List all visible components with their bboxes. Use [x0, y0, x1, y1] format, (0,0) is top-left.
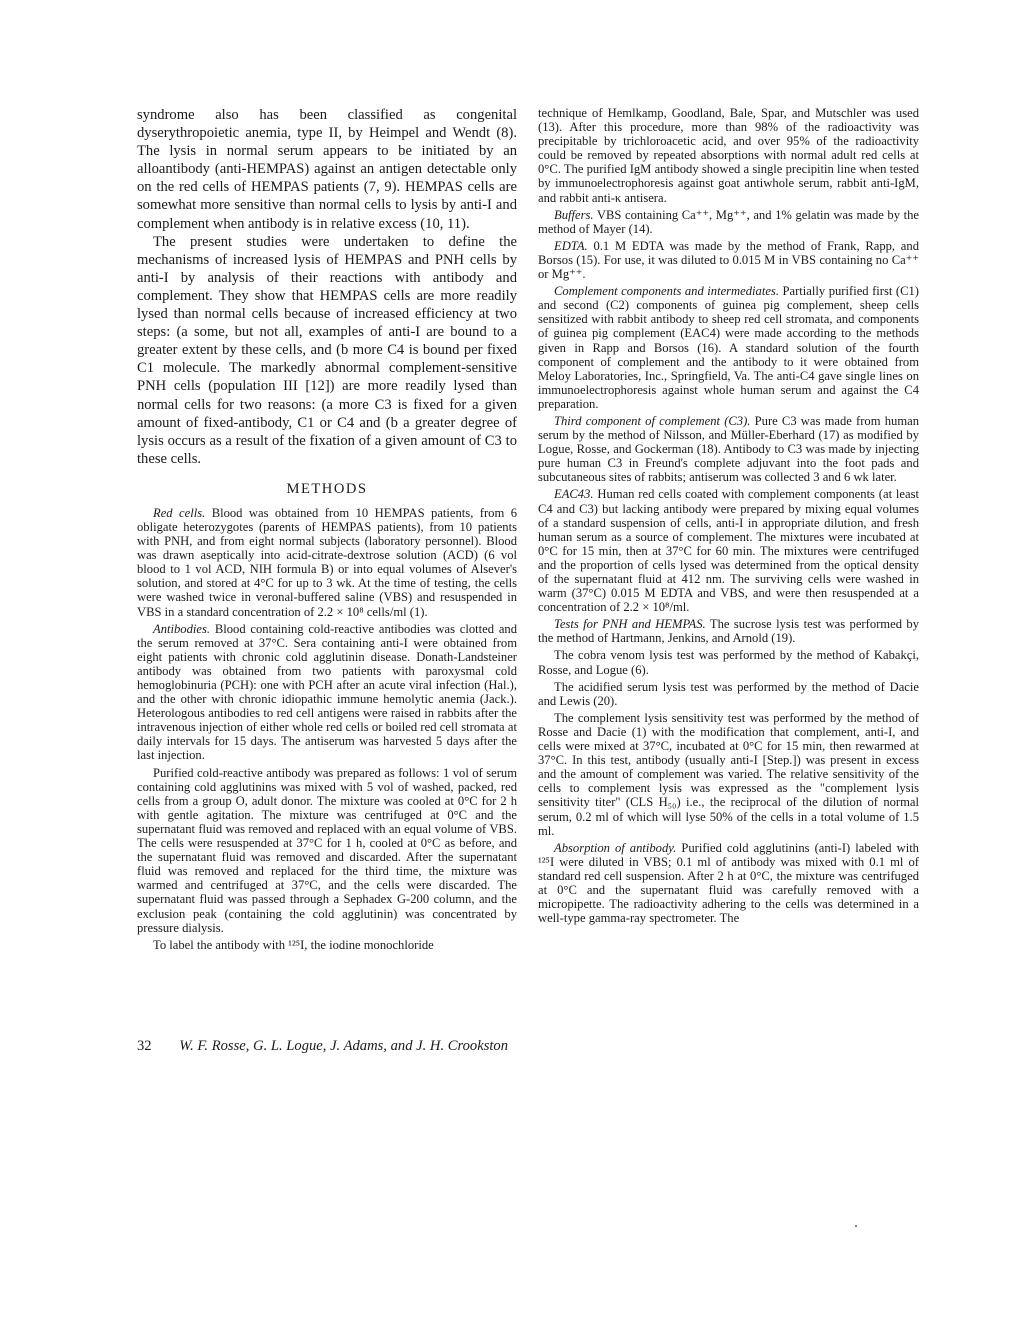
paragraph-acidified: The acidified serum lysis test was performed by the method of Dacie and Lewis (20). — [538, 679, 919, 708]
paragraph-c3: Third component of complement (C3). Pure C3 was made from human serum by the method of Nilsson, and Müller-Eberhard (17) as modified by Logue, Rosse, and Gockerman (18). Antibody to C3 was made by injecting pure human C3 in Freund's complete adjuvant into the foot pads and subcutaneous sites of rabbits; antiserum was collected 3 and 6 wk later. — [538, 413, 919, 485]
paragraph-buffers: Buffers. VBS containing Ca⁺⁺, Mg⁺⁺, and 1% gelatin was made by the method of Mayer (14). — [538, 207, 920, 236]
subheading: Antibodies. — [153, 621, 211, 636]
intro-paragraph: syndrome also has been classified as congenital dyserythropoietic anemia, type II, by Heimpel and Wendt (8). The lysis in normal serum appears to be initiated by an alloantibody (anti-HEMPAS) against an antigen detectable only on the red cells of HEMPAS patients (7, 9). HEMPAS cells are somewhat more sensitive than normal cells to lysis by anti-I and complement when antibody is in relative excess (10, 11). — [137, 107, 517, 232]
paragraph-complement: Complement components and intermediates. Partially purified first (C1) and second (C2) components of guinea pig complement, sheep cells sensitized with rabbit antibody to sheep red cell stromata, and components of guinea pig complement (EAC4) were made according to the methods given in Rapp and Borsos (16). A standard solution of the fourth component of complement and the antibody to it were obtained from Meloy Laboratories, Inc., Springfield, Va. The anti-C4 gave single lines on immunoelectrophoresis against whole human serum and against the C4 preparation. — [538, 284, 919, 411]
intro-paragraph: The present studies were undertaken to define the mechanisms of increased lysis of HEMPAS and PNH cells by anti-I by analysis of their reactions with antibody and complement. They show that HEMPAS cells are more readily lysed than normal cells because of increased efficiency at two steps: (a some, but not all, examples of anti-I are bound to a greater extent by these cells, and (b more C4 is bound per fixed C1 molecule. The markedly abnormal complement-sensitive PNH cells (population III [12]) are more readily lysed than normal cells for two reasons: (a more C3 is fixed for a given amount of fixed-antibody, C1 or C4 and (b a greater degree of lysis occurs as a result of the fixation of a given amount of C3 to these cells. — [137, 233, 517, 467]
paragraph-purified: Purified cold-reactive antibody was prepared as follows: 1 vol of serum containing cold agglutinins was mixed with 5 vol of washed, packed, red cells from a group O, adult donor. The mixture was cooled at 0°C for 2 h with gentle agitation. The mixture was centrifuged at 0°C and the supernatant fluid was removed and replaced with an equal volume of VBS. The cells were resuspended at 37°C for 1 h, cooled at 0°C as before, and the supernatant fluid was removed and discarded. After the supernatant fluid was removed and replaced for the third time, the mixture was warmed and centrifuged at 37°C, and the cells were discarded. The supernatant fluid was passed through a Sephadex G-200 column, and the exclusion peak (containing the cold agglutinin) was concentrated by pressure dialysis. — [137, 765, 517, 935]
subheading: EAC43. — [554, 487, 594, 502]
subheading: Red cells. — [153, 505, 206, 520]
subheading: Complement components and intermediates. — [554, 284, 779, 299]
subheading: Buffers. — [554, 207, 594, 222]
paragraph-edta: EDTA. 0.1 M EDTA was made by the method of Frank, Rapp, and Borsos (15). For use, it was diluted to 0.015 M in VBS containing no Ca⁺⁺ or Mg⁺⁺. — [538, 238, 919, 282]
paragraph-tests: Tests for PNH and HEMPAS. The sucrose lysis test was performed by the method of Hartmann, Jenkins, and Arnold (19). — [538, 617, 920, 646]
running-authors: W. F. Rosse, G. L. Logue, J. Adams, and J. H. Crookston — [179, 1038, 509, 1054]
subheading: Third component of complement (C3). — [554, 413, 751, 428]
subheading: Absorption of antibody. — [554, 840, 677, 855]
page-number: 32 — [137, 1038, 152, 1054]
paragraph-red-cells: Red cells. Blood was obtained from 10 HEMPAS patients, from 6 obligate heterozygotes (parents of HEMPAS patients), from 10 patients with PNH, and from eight normal subjects (laboratory personnel). Blood was drawn aseptically into acid-citrate-dextrose solution (ACD) (6 vol blood to 1 vol ACD, NIH formula B) or into equal volumes of Alsever's solution, and stored at 4°C for up to 3 wk. At the time of testing, the cells were washed twice in veronal-buffered saline (VBS) and resuspended in VBS in a standard concentration of 2.2 × 10⁸ cells/ml (1). — [137, 505, 517, 619]
methods-left — [137, 506, 517, 952]
methods-heading: METHODS — [286, 480, 368, 497]
paragraph-absorption: Absorption of antibody. Purified cold agglutinins (anti-I) labeled with ¹²⁵I were diluted in VBS; 0.1 ml of antibody was mixed with 0.1 ml of standard red cell suspension. After 2 h at 0°C, the mixture was centrifuged at 0°C and the supernatant fluid was carefully removed with a micropipette. The radioactivity adhering to the cells was determined in a well-type gamma-ray spectrometer. The — [538, 840, 919, 926]
paragraph-label: To label the antibody with ¹²⁵I, the iodine monochloride — [153, 937, 434, 952]
page-footer — [137, 1038, 508, 1055]
left-column — [137, 106, 517, 955]
paragraph-technique: technique of Hemlkamp, Goodland, Bale, Spar, and Mutschler was used (13). After this procedure, more than 98% of the radioactivity was precipitable by trichloroacetic acid, and over 95% of the radioactivity could be removed by repeated absorptions with normal adult red cells at 0°C. The purified IgM antibody showed a single precipitin line when tested by immunoelectrophoresis against goat antiwhole serum, rabbit anti-IgM, and rabbit anti-κ antisera. — [538, 106, 919, 205]
subheading: Tests for PNH and HEMPAS. — [554, 617, 706, 632]
intro-section — [137, 106, 517, 468]
paragraph-antibodies: Antibodies. Blood containing cold-reactive antibodies was clotted and the serum removed at 37°C. Sera containing anti-I were obtained from eight patients with chronic cold agglutinin disease. Donath-Landsteiner antibody was obtained from two patients with paroxysmal cold hemoglobinuria (PCH): one with PCH after an acute viral infection (Hal.), and the other with chronic idiopathic immune hemolytic anemia (Jack.). Heterologous antibodies to red cell antigens were raised in rabbits after the intravenous injection of either whole red cells or boiled red cell stromata at daily intervals for 15 days. The antiserum was harvested 5 days after the last injection. — [137, 621, 517, 763]
paragraph-cls: The complement lysis sensitivity test was performed by the method of Rosse and Dacie (1) with the modification that complement, anti-I, and cells were mixed at 37°C, incubated at 0°C for 15 min, then rewarmed at 37°C. In this test, antibody (usually anti-I [Step.]) was present in excess and the amount of complement was varied. The relative sensitivity of the cells to complement lysis was expressed as the "complement lysis sensitivity titer" (CLS H₅₀) i.e., the reciprocal of the dilution of normal serum, 0.2 ml of which will lyse 50% of the cells in a total volume of 1.5 ml. — [538, 710, 919, 838]
right-column — [538, 106, 919, 928]
paragraph-eac43: EAC43. Human red cells coated with complement components (at least C4 and C3) but lacking antibody were prepared by mixing equal volumes of a standard suspension of cells, anti-I in appropriate dilution, and fresh human serum as a source of complement. The mixtures were incubated at 0°C for 15 min, then at 37°C for 60 min. The mixtures were centrifuged and the proportion of cells lysed was determined from the optical density of the supernatant fluid at 412 nm. The surviving cells were washed in warm (37°C) 0.015 M EDTA and VBS, and were then resuspended at a concentration of 2.2 × 10⁸/ml. — [538, 487, 919, 615]
print-speck — [855, 1225, 857, 1227]
paragraph-cobra: The cobra venom lysis test was performed by the method of Kabakçi, Rosse, and Logue (6). — [538, 648, 919, 677]
subheading: EDTA. — [554, 238, 588, 253]
